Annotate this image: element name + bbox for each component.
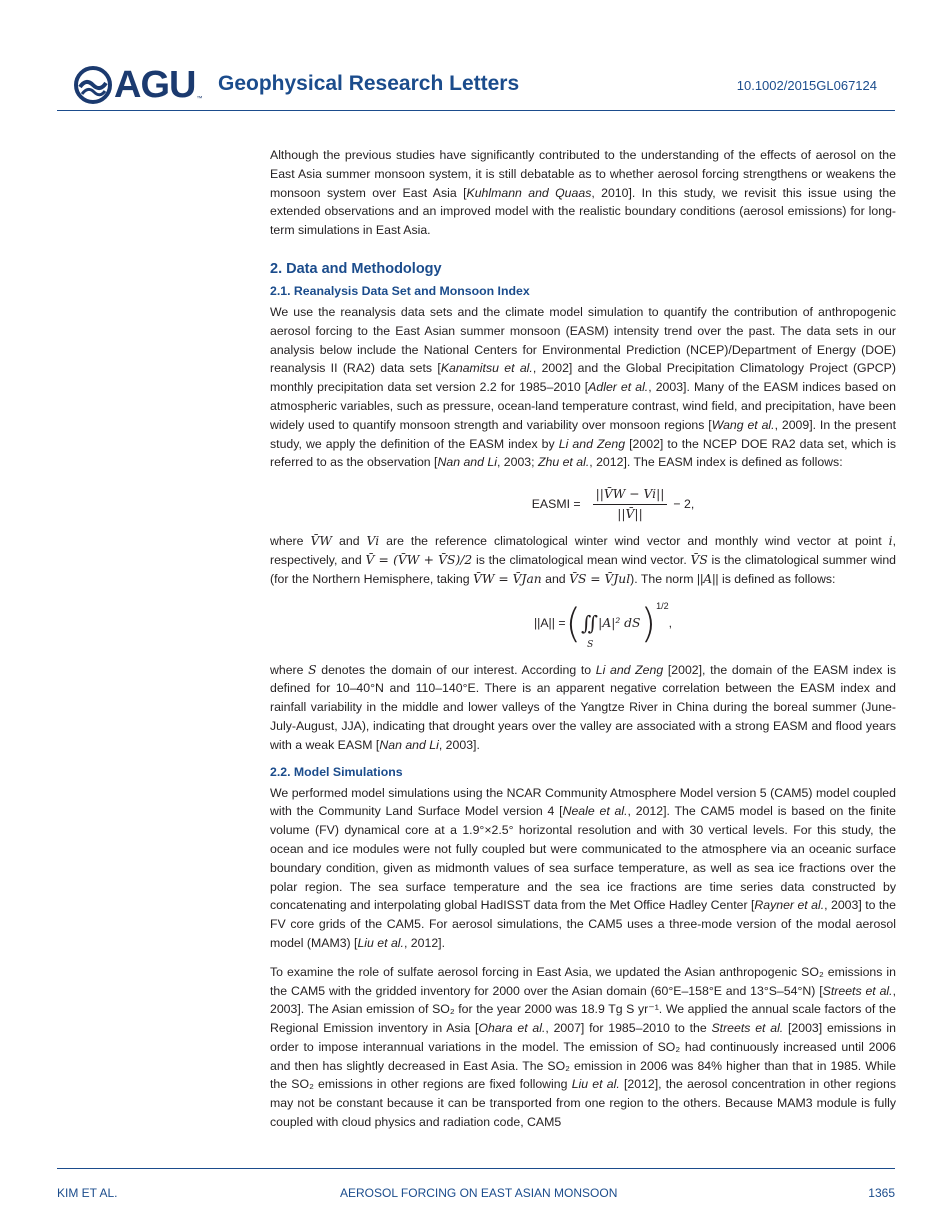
paren-open: ( bbox=[565, 600, 582, 647]
subsection-heading: 2.1. Reanalysis Data Set and Monsoon Index bbox=[270, 283, 530, 298]
citation[interactable]: Wang et al. bbox=[711, 417, 775, 432]
equation-end: , bbox=[668, 616, 673, 631]
subsection-heading: 2.2. Model Simulations bbox=[270, 764, 403, 779]
citation[interactable]: Zhu et al. bbox=[537, 455, 590, 470]
citation[interactable]: Neale et al. bbox=[562, 804, 628, 819]
logo-text: AGU bbox=[114, 64, 196, 106]
citation[interactable]: Rayner et al. bbox=[754, 898, 825, 913]
citation[interactable]: Nan and Li bbox=[379, 737, 439, 752]
footer-authors: KIM ET AL. bbox=[57, 1186, 118, 1200]
integrand: |A|² dS bbox=[598, 616, 641, 631]
citation[interactable]: Streets et al. bbox=[822, 983, 893, 998]
body-paragraph: We use the reanalysis data sets and the climate model simulation to quantify the contribution of anthropogenic aerosol forcing to the East Asian summer monsoon (EASM) intensity trend over the past. The data sets in our analysis below include the National Centers for Environmental Prediction (NCEP)/Department of Energy (DOE) reanalysis II (RA2) data sets [Kanamitsu et al., 2002] and the Global Precipitation Climatology Project (GPCP) monthly precipitation data set version 2.2 for 1985–2010 [Adler et al., 2003]. Many of the EASM indices based on atmospheric variables, such as pressure, ocean-land temperature contrast, wind field, and precipitation, have been widely used to quantify monsoon strength and variability over monsoon regions [Wang et al., 2009]. In the present study, we apply the definition of the EASM index by Li and Zeng [2002] to the NCEP DOE RA2 data set, which is referred to as the observation [Nan and Li, 2003; Zhu et al., 2012]. The EASM index is defined as follows: bbox=[270, 304, 897, 470]
double-integral: ∬ S bbox=[581, 611, 599, 651]
citation[interactable]: Liu et al. bbox=[571, 1077, 620, 1092]
footer-divider bbox=[57, 1168, 895, 1169]
body-paragraph: where S denotes the domain of our interest. According to Li and Zeng [2002], the domain of the EASM index is defined for 10–40°N and 110–140°E. There is an apparent negative correlation between the EASM index and rainfall variability in the middle and lower valleys of the Yangtze River in China during the boreal summer (June-July-August, JJA), indicating that drought years over the valley are associated with a strong EASM and flood years with a weak EASM [Nan and Li, 2003]. bbox=[270, 662, 896, 752]
equation-easmi bbox=[270, 480, 896, 528]
intro-paragraph: Although the previous studies have significantly contributed to the understanding of the effects of aerosol on the East Asia summer monsoon system, it is still debatable as to whether aerosol forcing strengthens or weakens the monsoon system over East Asia [Kuhlmann and Quaas, 2010]. In this study, we revisit this issue using the extended observations and an improved model with the realistic boundary conditions (aerosol emissions) for long-term simulations in East Asia. bbox=[270, 148, 896, 238]
page-number: 1365 bbox=[868, 1186, 895, 1200]
footer-running-title: AEROSOL FORCING ON EAST ASIAN MONSOON bbox=[340, 1186, 618, 1200]
exponent: 1/2 bbox=[656, 600, 669, 611]
citation[interactable]: Adler et al. bbox=[588, 380, 649, 395]
citation[interactable]: Kanamitsu et al. bbox=[440, 361, 533, 376]
body-paragraph: where V̄W and Vi are the reference climatological winter wind vector and monthly wind vector at point i, respectively, and V̄ = (V̄W + V̄S)/2 is the climatological mean wind vector. V̄S is the climatological summer wind (for the Northern Hemisphere, taking V̄W = V̄Jan and V̄S = V̄Jul). The norm ||A|| is defined as follows: bbox=[270, 534, 896, 586]
equation-lhs: EASMI = bbox=[531, 496, 581, 511]
equation-rhs: − 2, bbox=[673, 496, 695, 511]
paren-close: ) bbox=[640, 600, 657, 647]
citation[interactable]: Ohara et al. bbox=[478, 1021, 546, 1036]
doi[interactable]: 10.1002/2015GL067124 bbox=[736, 78, 877, 93]
citation[interactable]: Kuhlmann and Quaas bbox=[466, 185, 592, 200]
equation-fraction bbox=[593, 486, 668, 523]
equation-norm bbox=[270, 593, 896, 655]
equation-lhs: ||A|| = bbox=[533, 616, 566, 631]
agu-logo bbox=[74, 66, 202, 104]
page-header bbox=[0, 0, 952, 112]
agu-emblem-icon bbox=[74, 66, 112, 104]
citation[interactable]: Streets et al. bbox=[711, 1021, 784, 1036]
fraction-numerator: ||V̄W − Vi|| bbox=[593, 486, 668, 505]
citation[interactable]: Liu et al. bbox=[357, 935, 404, 950]
citation[interactable]: Nan and Li bbox=[437, 455, 497, 470]
body-paragraph: We performed model simulations using the NCAR Community Atmosphere Model version 5 (CAM5) model coupled with the Community Land Surface Model version 4 [Neale et al., 2012]. The CAM5 model is based on the finite volume (FV) dynamical core at a 1.9°×2.5° horizontal resolution and with 30 vertical levels. For this study, the ocean and ice modules were not fully coupled but were communicated to the atmosphere via an oceanic surface boundary condition, given as midmonth values of sea surface temperature, as well as sea ice fractions over the polar region. The sea surface temperature and the sea ice fractions are time series data constructed by concatenating and interpolating global HadISST data from the Met Office Hadley Center [Rayner et al., 2003] to the FV core grids of the CAM5. For aerosol simulations, the CAM5 uses a three-mode version of the modal aerosol model (MAM3) [Liu et al., 2012]. bbox=[270, 785, 896, 950]
logo-trademark: ™ bbox=[196, 96, 203, 102]
header-divider bbox=[57, 110, 895, 111]
section-heading: 2. Data and Methodology bbox=[270, 260, 442, 277]
body-paragraph: To examine the role of sulfate aerosol forcing in East Asia, we updated the Asian anthropogenic SO₂ emissions in the CAM5 with the gridded inventory for 2000 over the Asian domain (60°E–158°E and 13°S–54°N) [Streets et al., 2003]. The Asian emission of SO₂ for the year 2000 was 18.9 Tg S yr⁻¹. We applied the annual scale factors of the Regional Emission inventory in Asia [Ohara et al., 2007] for 1985–2010 to the Streets et al. [2003] emissions in order to impose interannual variations in the model. The emission of SO₂ had continuously increased until 2006 and then has slightly decreased in East Asia. The SO₂ emission in 2006 was 84% higher than that in 1985. While the SO₂ emissions in other regions are fixed following Liu et al. [2012], the aerosol concentration in other regions may not be constant because it can be transported from one region to the others. Because MAM3 module is fully coupled with cloud physics and radiation code, CAM5 bbox=[270, 964, 896, 1130]
citation[interactable]: Li and Zeng bbox=[558, 436, 626, 451]
citation[interactable]: Li and Zeng bbox=[595, 662, 664, 677]
journal-title: Geophysical Research Letters bbox=[218, 72, 520, 95]
article-body bbox=[270, 146, 896, 1132]
fraction-denominator: ||V̄|| bbox=[617, 506, 643, 521]
